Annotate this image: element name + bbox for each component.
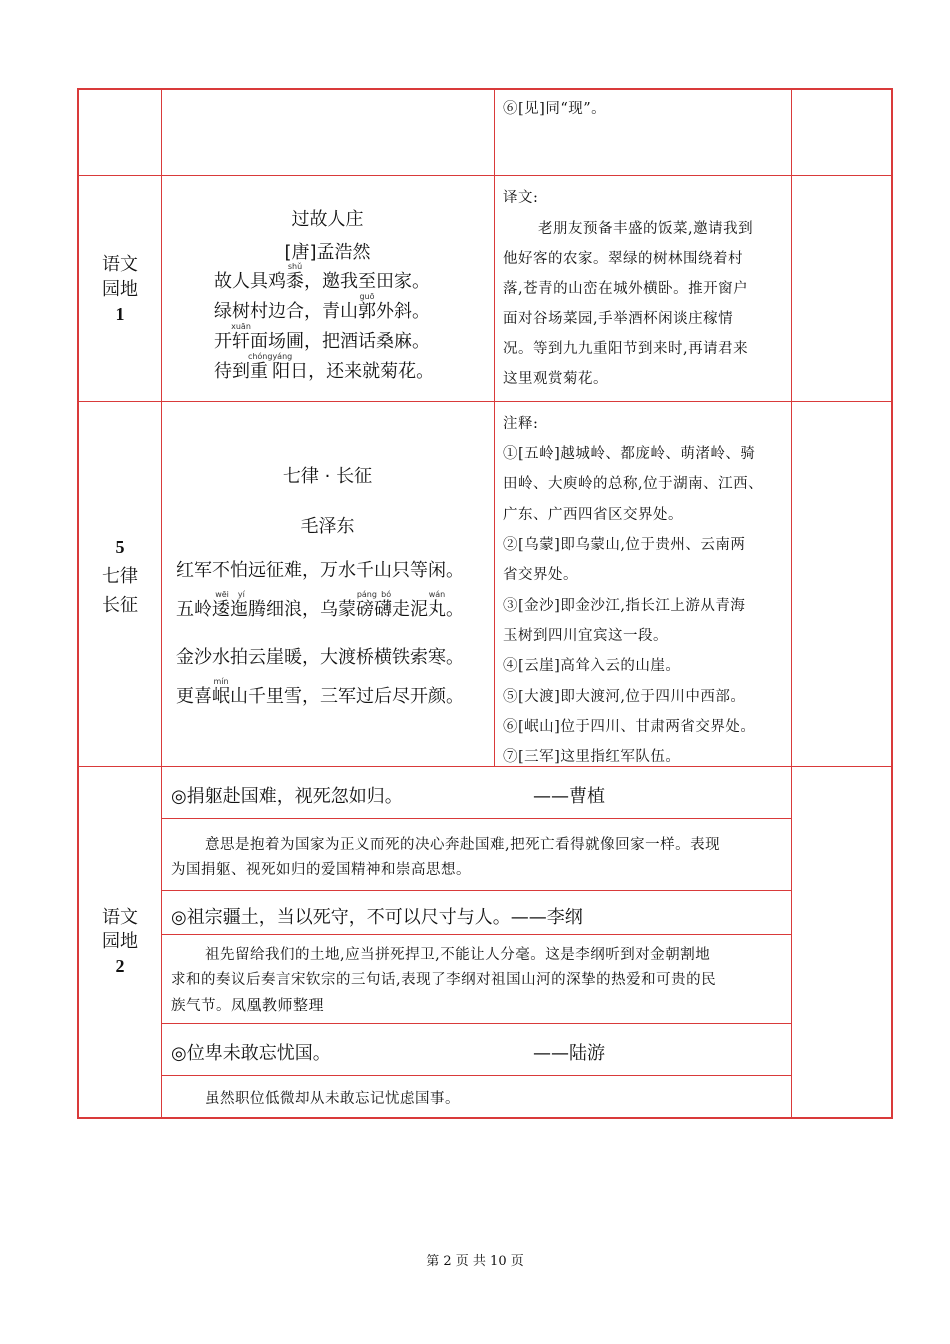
poem-line: 金沙水拍云崖暖，大渡桥横铁索寒。 <box>176 647 464 668</box>
row-divider-7 <box>161 1023 791 1024</box>
section-label: 语文 园地 2 <box>102 907 138 976</box>
poem-line: 红军不怕远征难，万水千山只等闲。 <box>176 560 464 581</box>
translation-line: 他好客的农家。翠绿的树林围绕着村 <box>503 251 743 267</box>
col-divider-3 <box>791 88 792 1119</box>
section-label: 语文 园地 1 <box>102 254 138 324</box>
quote-text: ◎位卑未敢忘忧国。 <box>171 1043 331 1064</box>
poem-line: 五岭逶迤wēi yí腾细浪，乌蒙磅礴páng bó走泥丸wán。 <box>176 590 464 620</box>
row-divider-3 <box>77 766 893 767</box>
note-line: 广东、广西四省区交界处。 <box>503 507 683 523</box>
watermark-text: 凤凰教师整理 <box>231 996 325 1014</box>
col-divider-2 <box>494 88 495 766</box>
note-line: 玉树到四川宜宾这一段。 <box>503 628 668 644</box>
translation-line: 面对谷场菜园,手举酒杯闲谈庄稼情 <box>503 311 734 327</box>
row-divider-6 <box>161 934 791 935</box>
poem-line: 开轩xuān面场圃，把酒话桑麻。 <box>214 322 430 352</box>
explanation-line: 族气节。凤凰教师整理 <box>171 996 325 1014</box>
note-line: ⑥[见]同“现”。 <box>503 101 607 117</box>
note-line: ⑦[三军]这里指红军队伍。 <box>503 749 681 765</box>
quote-author: ——陆游 <box>533 1043 605 1064</box>
poem-line: 绿树村边合，青山郭guō外斜。 <box>214 292 430 322</box>
translation-line: 老朋友预备丰盛的饭菜,邀请我到 <box>538 221 754 237</box>
poem-author: [唐]孟浩然 <box>284 242 371 263</box>
explanation-line: 祖先留给我们的土地,应当拼死捍卫,不能让人分毫。这是李纲听到对金朝割地 <box>205 947 711 963</box>
note-line: ⑥[岷山]位于四川、甘肃两省交界处。 <box>503 719 756 735</box>
note-line: 省交界处。 <box>503 567 578 583</box>
explanation-line: 为国捐躯、视死如归的爱国精神和崇高思想。 <box>171 862 471 878</box>
translation-line: 这里观赏菊花。 <box>503 371 608 387</box>
row-divider-1 <box>77 175 893 176</box>
poem-line: 更喜岷mín山千里雪，三军过后尽开颜。 <box>176 677 464 707</box>
note-line: ③[金沙]即金沙江,指长江上游从青海 <box>503 598 746 614</box>
poem-line: 待到重阳chóngyáng日，还来就菊花。 <box>214 352 435 382</box>
row-divider-5 <box>161 890 791 891</box>
poem-line: 故人具鸡黍shǔ，邀我至田家。 <box>214 262 430 292</box>
translation-heading: 译文: <box>503 190 539 206</box>
quote-author: ——曹植 <box>533 786 605 807</box>
note-line: ⑤[大渡]即大渡河,位于四川中西部。 <box>503 689 746 705</box>
note-line: ②[乌蒙]即乌蒙山,位于贵州、云南两 <box>503 537 746 553</box>
poem-title: 七律 · 长征 <box>282 466 373 487</box>
section-label: 5 七律 长征 <box>102 537 138 616</box>
row-divider-2 <box>77 401 893 402</box>
poem-author: 毛泽东 <box>300 516 355 537</box>
translation-line: 况。等到九九重阳节到来时,再请君来 <box>503 341 749 357</box>
quote-text: ◎祖宗疆土，当以死守，不可以尺寸与人。——李纲 <box>171 907 583 928</box>
row-divider-8 <box>161 1075 791 1076</box>
explanation-line: 意思是抱着为国家为正义而死的决心奔赴国难,把死亡看得就像回家一样。表现 <box>205 837 721 853</box>
note-line: ④[云崖]高耸入云的山崖。 <box>503 658 681 674</box>
note-line: 田岭、大庾岭的总称,位于湖南、江西、 <box>503 476 764 492</box>
note-line: ①[五岭]越城岭、都庞岭、萌渚岭、骑 <box>503 446 756 462</box>
explanation-line: 虽然职位低微却从未敢忘记忧虑国事。 <box>205 1091 460 1107</box>
page-footer: 第 2 页 共 10 页 <box>426 1254 524 1269</box>
quote-text: ◎捐躯赴国难，视死忽如归。 <box>171 786 403 807</box>
translation-line: 落,苍青的山峦在城外横卧。推开窗户 <box>503 281 749 297</box>
notes-heading: 注释: <box>503 416 539 432</box>
explanation-line: 求和的奏议后奏言宋钦宗的三句话,表现了李纲对祖国山河的深挚的热爱和可贵的民 <box>171 972 717 988</box>
row-divider-4 <box>161 818 791 819</box>
poem-title: 过故人庄 <box>291 209 364 230</box>
